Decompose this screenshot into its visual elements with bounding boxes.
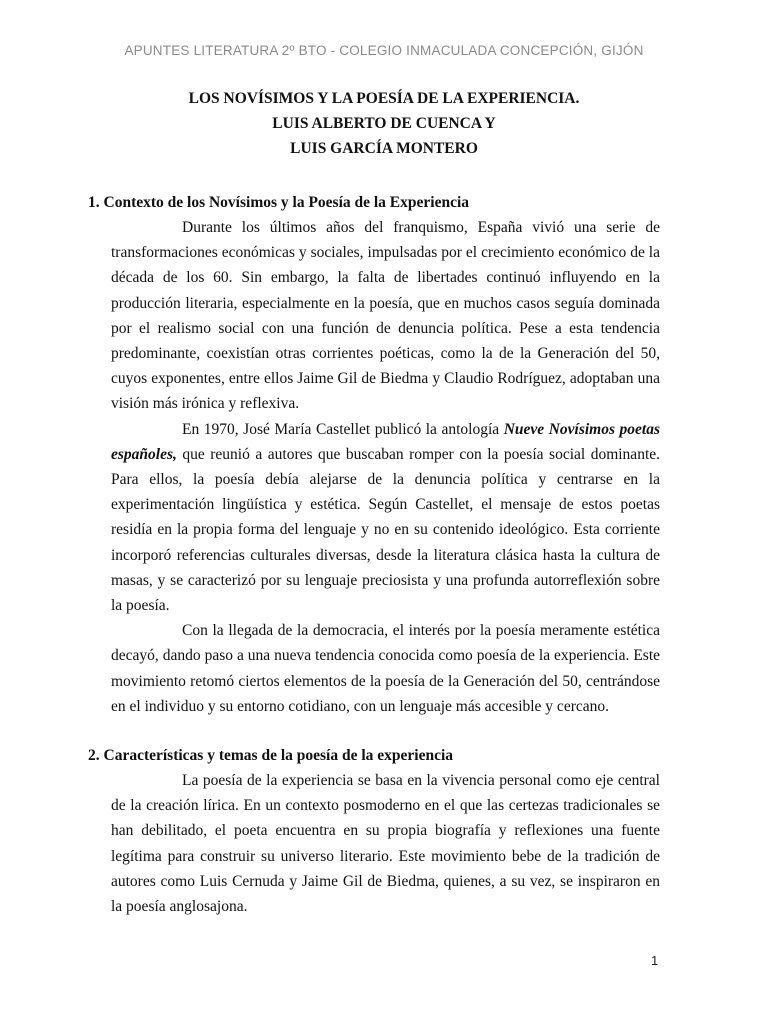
section-1-heading: 1. Contexto de los Novísimos y la Poesía de la Experiencia xyxy=(88,194,470,211)
section-1-paragraph-3: Con la llegada de la democracia, el interés por la poesía meramente estética decayó, dando paso a una nueva tendencia conocida como poesía de la experiencia. Este movimiento retomó ciertos elementos de la poesía de la Generación del 50, centrándose en el individuo y su entorno cotidiano, con un lenguaje más accesible y cercano. xyxy=(111,622,660,715)
paragraph-text: En 1970, José María Castellet publicó la antología xyxy=(182,420,504,438)
section-1 xyxy=(88,190,660,719)
paragraph-text: que reunió a autores que buscaban romper con la poesía social dominante. Para ellos, la poesía debía alejarse de la denuncia política y centrarse en la experimentación lingüística y estética. Según Castellet, el mensaje de estos poetas residía en la propia forma del lenguaje y no en su contenido ideológico. Esta corriente incorporó referencias culturales diversas, desde la literatura clásica hasta la cultura de masas, y se caracterizó por su lenguaje preciosista y una profunda autorreflexión sobre la poesía. xyxy=(111,445,660,615)
section-2-paragraph-1: La poesía de la experiencia se basa en la vivencia personal como eje central de la creación lírica. En un contexto posmoderno en el que las certezas tradicionales se han debilitado, el poeta encuentra en su propia biografía y reflexiones una fuente legítima para construir su universo literario. Este movimiento bebe de la tradición de autores como Luis Cernuda y Jaime Gil de Biedma, quienes, a su vez, se inspiraron en la poesía anglosajona. xyxy=(111,772,660,916)
title-line-1: LOS NOVÍSIMOS Y LA POESÍA DE LA EXPERIENCIA. xyxy=(188,90,580,107)
page-header: APUNTES LITERATURA 2º BTO - COLEGIO INMACULADA CONCEPCIÓN, GIJÓN xyxy=(124,43,644,58)
section-2-heading: 2. Características y temas de la poesía de la experiencia xyxy=(88,747,454,764)
section-1-paragraph-2 xyxy=(88,417,660,619)
page-number: 1 xyxy=(651,953,659,968)
document-title xyxy=(0,86,768,161)
title-line-3: LUIS GARCÍA MONTERO xyxy=(290,140,478,157)
anthology-title: Nueve Novísimos poetas españoles, xyxy=(111,420,661,463)
title-line-2: LUIS ALBERTO DE CUENCA Y xyxy=(272,115,496,132)
section-2 xyxy=(88,743,660,919)
section-1-paragraph-1: Durante los últimos años del franquismo, España vivió una serie de transformaciones económicas y sociales, impulsadas por el crecimiento económico de la década de los 60. Sin embargo, la falta de libertades continuó influyendo en la producción literaria, especialmente en la poesía, que en muchos casos seguía dominada por el realismo social con una función de denuncia política. Pese a esta tendencia predominante, coexistían otras corrientes poéticas, como la de la Generación del 50, cuyos exponentes, entre ellos Jaime Gil de Biedma y Claudio Rodríguez, adoptaban una visión más irónica y reflexiva. xyxy=(111,219,660,413)
